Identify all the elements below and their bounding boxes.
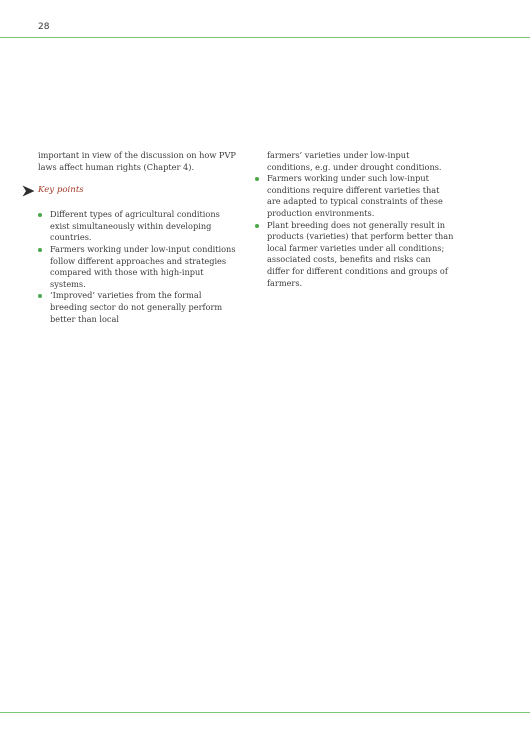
list-item-text: Farmers working under low-input conditions follow different approaches and strategies compared with those with high-input systems. bbox=[50, 243, 236, 289]
list-item-text: Farmers working under such low-input conditions require different varieties that are adapted to typical constraints of these production environments. bbox=[267, 173, 443, 218]
list-item-text: ‘Improved’ varieties from the formal breeding sector do not generally perform better than local bbox=[50, 290, 223, 324]
bullet-icon bbox=[255, 177, 259, 181]
page-number: 28 bbox=[38, 22, 50, 32]
list-item bbox=[38, 244, 238, 290]
list-item-text: Plant breeding does not generally result in products (varieties) that perform better than local farmer varieties under all conditions; associated costs, benefits and risks can differ for different conditions and groups of farmers. bbox=[267, 219, 454, 288]
key-points-list bbox=[38, 209, 238, 325]
header-rule bbox=[0, 37, 530, 38]
list-item bbox=[255, 220, 455, 290]
continued-list-item-text: farmers’ varieties under low-input conditions, e.g. under drought conditions. bbox=[267, 150, 442, 172]
list-item-text: Different types of agricultural conditions exist simultaneously within developing countries. bbox=[50, 209, 220, 243]
key-points-list-continued bbox=[255, 173, 455, 289]
bullet-icon bbox=[38, 213, 42, 217]
list-item bbox=[255, 173, 455, 219]
bullet-icon bbox=[255, 224, 259, 228]
bullet-icon bbox=[38, 294, 42, 298]
intro-paragraph: important in view of the discussion on how PVP laws affect human rights (Chapter 4). bbox=[38, 150, 236, 172]
bullet-icon bbox=[38, 248, 42, 252]
right-column bbox=[255, 150, 455, 289]
key-points-title: Key points bbox=[38, 185, 84, 196]
left-column bbox=[38, 150, 238, 325]
key-points-heading bbox=[22, 185, 238, 197]
list-item bbox=[38, 290, 238, 325]
list-item bbox=[38, 209, 238, 244]
chevron-arrow-icon bbox=[22, 185, 35, 197]
footer-rule bbox=[0, 712, 530, 713]
